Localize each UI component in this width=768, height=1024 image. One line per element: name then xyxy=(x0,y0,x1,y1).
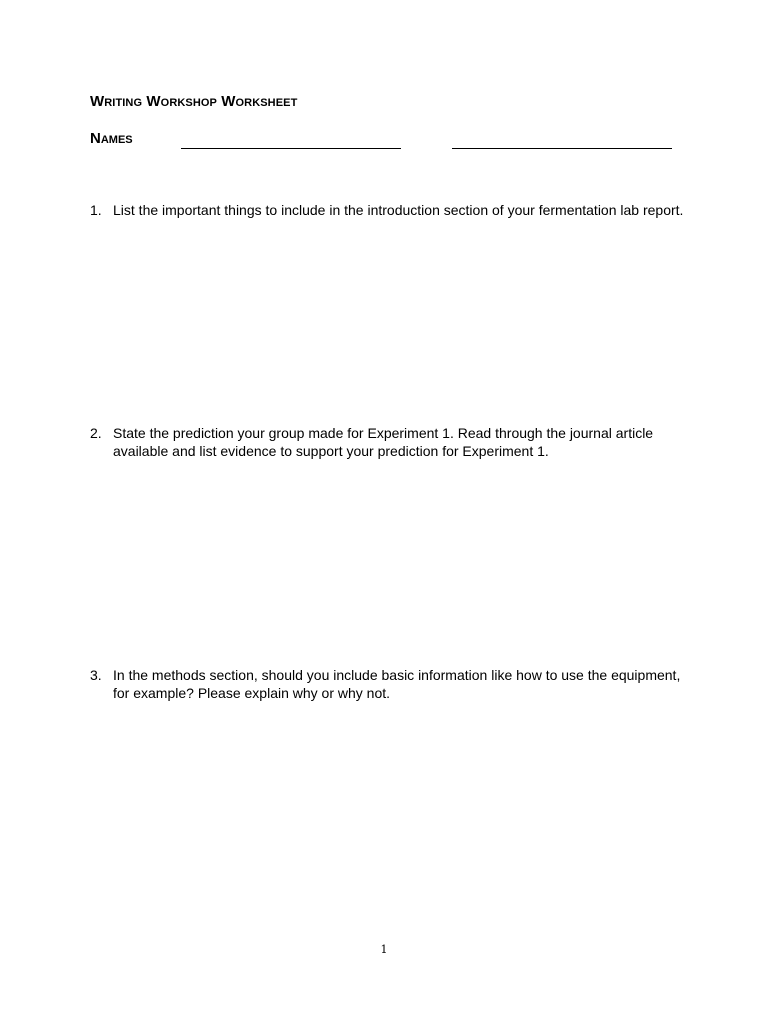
page-number: 1 xyxy=(380,943,388,956)
name-blank-line-2[interactable] xyxy=(452,148,672,149)
question-text xyxy=(113,666,681,702)
names-label: Names xyxy=(90,130,133,147)
question-text-line: available and list evidence to support your prediction for Experiment 1. xyxy=(113,443,549,459)
question-text-line: List the important things to include in the introduction section of your fermentation lab report. xyxy=(113,202,684,218)
worksheet-title: Writing Workshop Worksheet xyxy=(90,93,298,110)
question-number: 3. xyxy=(90,667,102,683)
question-number: 1. xyxy=(90,202,102,218)
question-text-line: for example? Please explain why or why not. xyxy=(113,685,391,701)
question-number: 2. xyxy=(90,425,102,441)
question-text-line: In the methods section, should you include basic information like how to use the equipment, xyxy=(113,667,681,683)
question-text xyxy=(113,201,684,219)
question-text-line: State the prediction your group made for Experiment 1. Read through the journal article xyxy=(113,425,654,441)
name-blank-line-1[interactable] xyxy=(181,148,401,149)
question-text xyxy=(113,424,681,460)
